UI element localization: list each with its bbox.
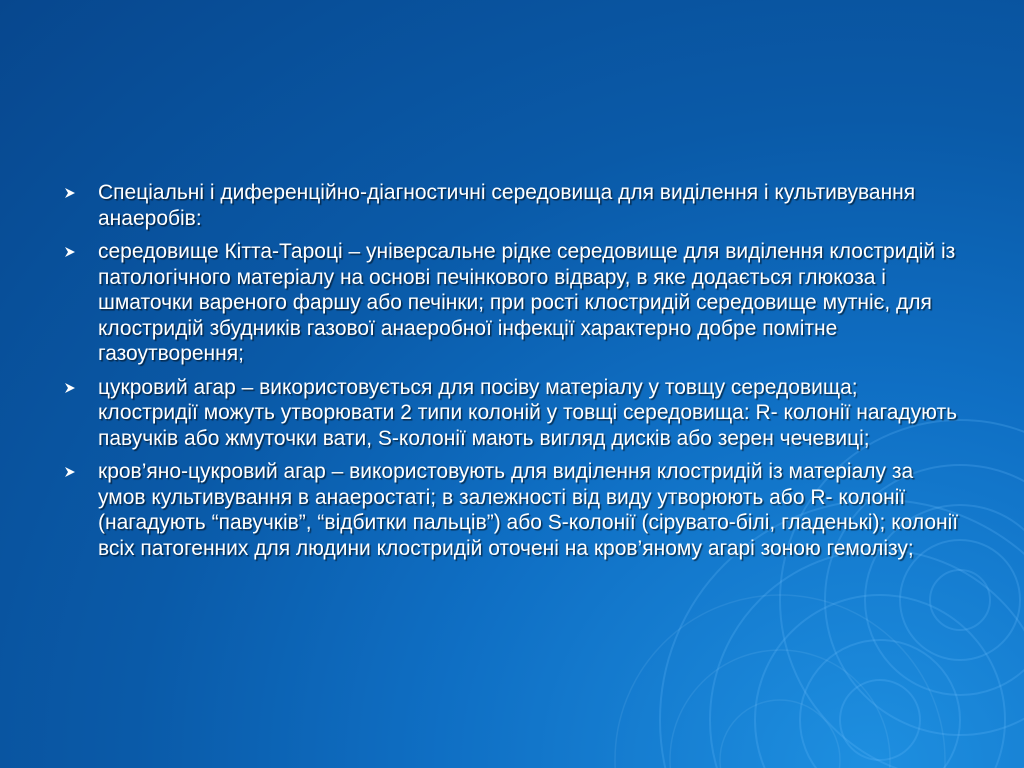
arrowhead-bullet-icon bbox=[64, 187, 76, 199]
arrowhead-bullet-icon bbox=[64, 466, 76, 478]
list-item bbox=[62, 375, 962, 452]
bullet-text: Спеціальні і диференційно-діагностичні середовища для виділення і культивування анаеробів: bbox=[98, 181, 916, 230]
list-item bbox=[62, 239, 962, 367]
bullet-text: середовище Кітта-Тароці – універсальне рідке середовище для виділення клостридій із патологічного матеріалу на основі печінкового відвару, в яке додається глюкоза і шматочки вареного фаршу або печінки; при рості клостридій середовище мутніє, для клостридій збудників газової анаеробної інфекції характерно добре помітне газоутворення; bbox=[98, 240, 956, 365]
list-item bbox=[62, 459, 962, 561]
list-item bbox=[62, 180, 962, 231]
bullet-list bbox=[62, 180, 962, 561]
slide-body bbox=[62, 180, 962, 569]
arrowhead-bullet-icon bbox=[64, 382, 76, 394]
bullet-text: кров’яно-цукровий агар – використовують для виділення клостридій із матеріалу за умов культивування в анаеростаті; в залежності від виду утворюють або R- колонії (нагадують “павучків”, “відбитки пальців”) або S-колонії (сірувато-білі, гладенькі); колонії всіх патогенних для людини клостридій оточені на кров’яному агарі зоною гемолізу; bbox=[98, 460, 959, 560]
arrowhead-bullet-icon bbox=[64, 246, 76, 258]
bullet-text: цукровий агар – використовується для посіву матеріалу у товщу середовища; клостридії можуть утворювати 2 типи колоній у товщі середовища: R- колонії нагадують павучків або жмуточки вати, S-колонії мають вигляд дисків або зерен чечевиці; bbox=[98, 375, 958, 450]
